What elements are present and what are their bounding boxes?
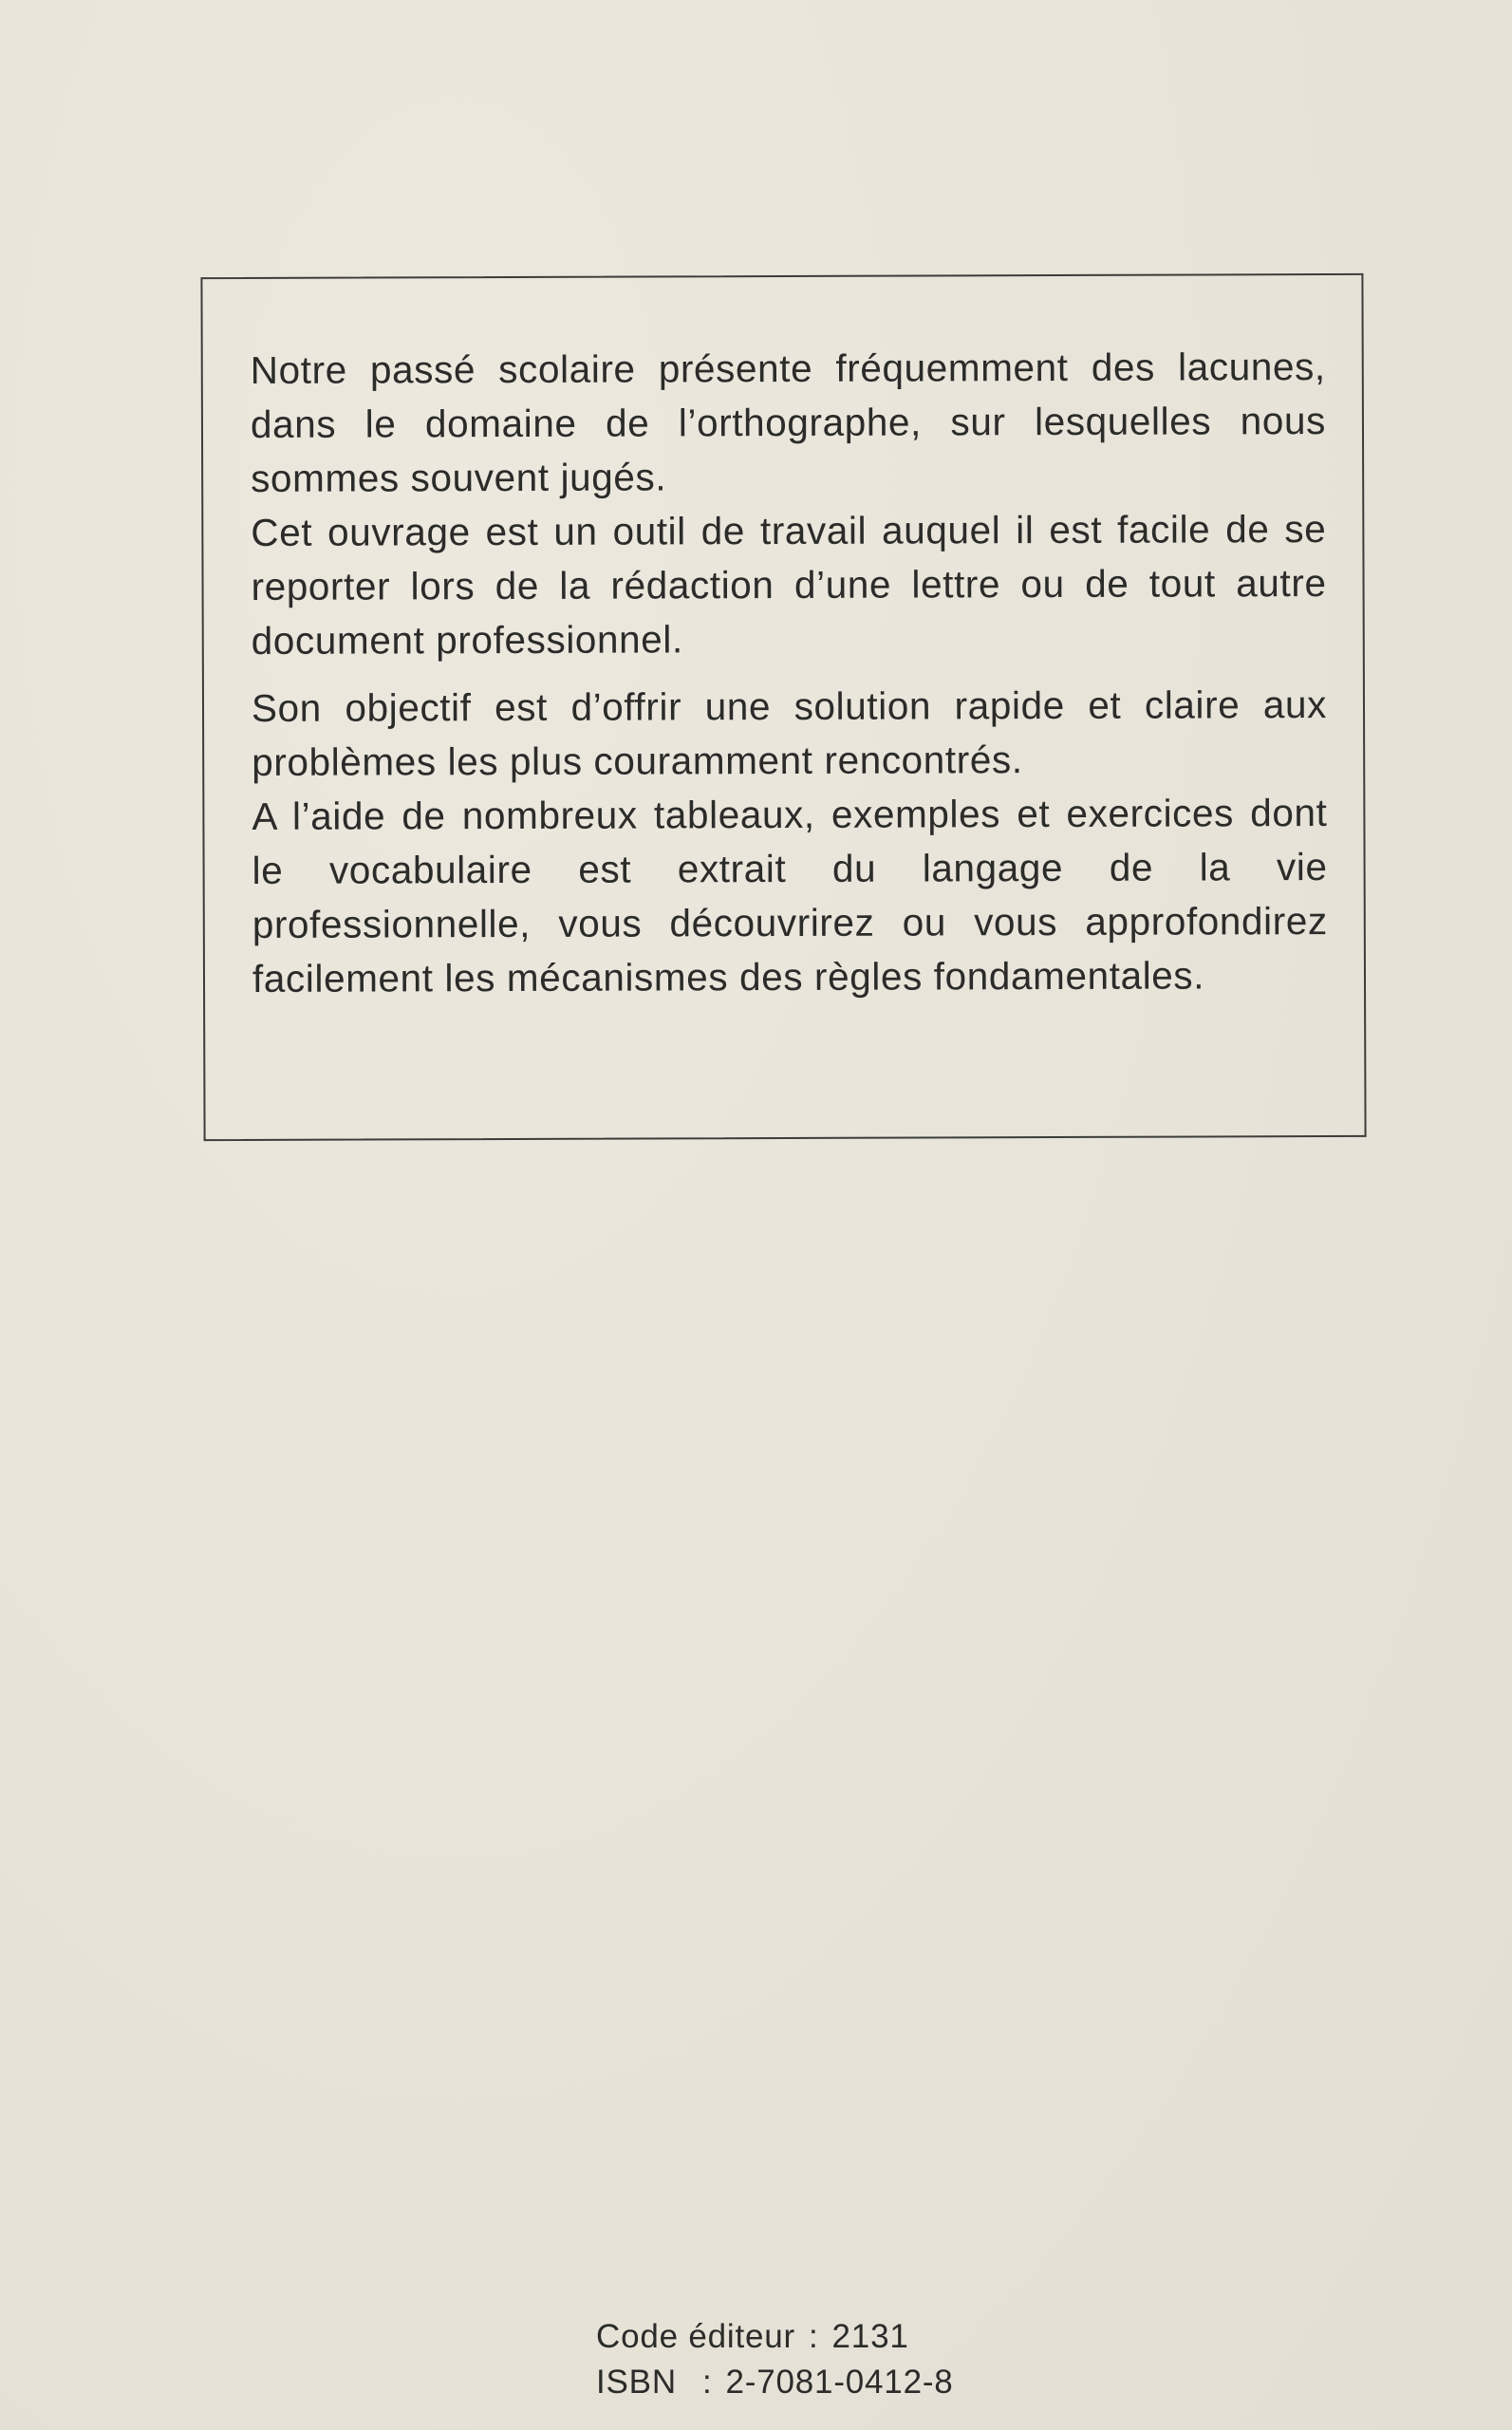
blurb-paragraph: Cet ouvrage est un outil de travail auquel il est facile de se reporter lors de la rédaction d’une lettre ou de tout autre document professionnel.	[251, 507, 1327, 663]
publisher-code-line	[596, 2314, 995, 2360]
publisher-code-label: Code éditeur	[596, 2318, 796, 2355]
publisher-imprint	[596, 2314, 995, 2405]
publisher-code-value: 2131	[831, 2318, 909, 2355]
separator: :	[809, 2318, 819, 2355]
isbn-line	[596, 2360, 995, 2405]
separator: :	[702, 2364, 713, 2401]
blurb-paragraph: Notre passé scolaire présente fréquemment des lacunes, dans le domaine de l’orthographe, sur lesquelles nous sommes souvent jugés.	[250, 345, 1327, 500]
isbn-value: 2-7081-0412-8	[725, 2364, 954, 2401]
isbn-label: ISBN	[596, 2364, 677, 2401]
blurb-paragraph: Son objectif est d’offrir une solution rapide et claire aux problèmes les plus couramment rencontrés.	[251, 682, 1328, 784]
blurb-paragraph: A l’aide de nombreux tableaux, exemples et exercices dont le vocabulaire est extrait du langage de la vie professionnelle, vous découvrirez ou vous approfondirez facilement les mécanismes des règles fondamentales.	[252, 791, 1328, 1000]
blurb-box	[200, 273, 1366, 1141]
blurb-text	[251, 340, 1328, 1006]
